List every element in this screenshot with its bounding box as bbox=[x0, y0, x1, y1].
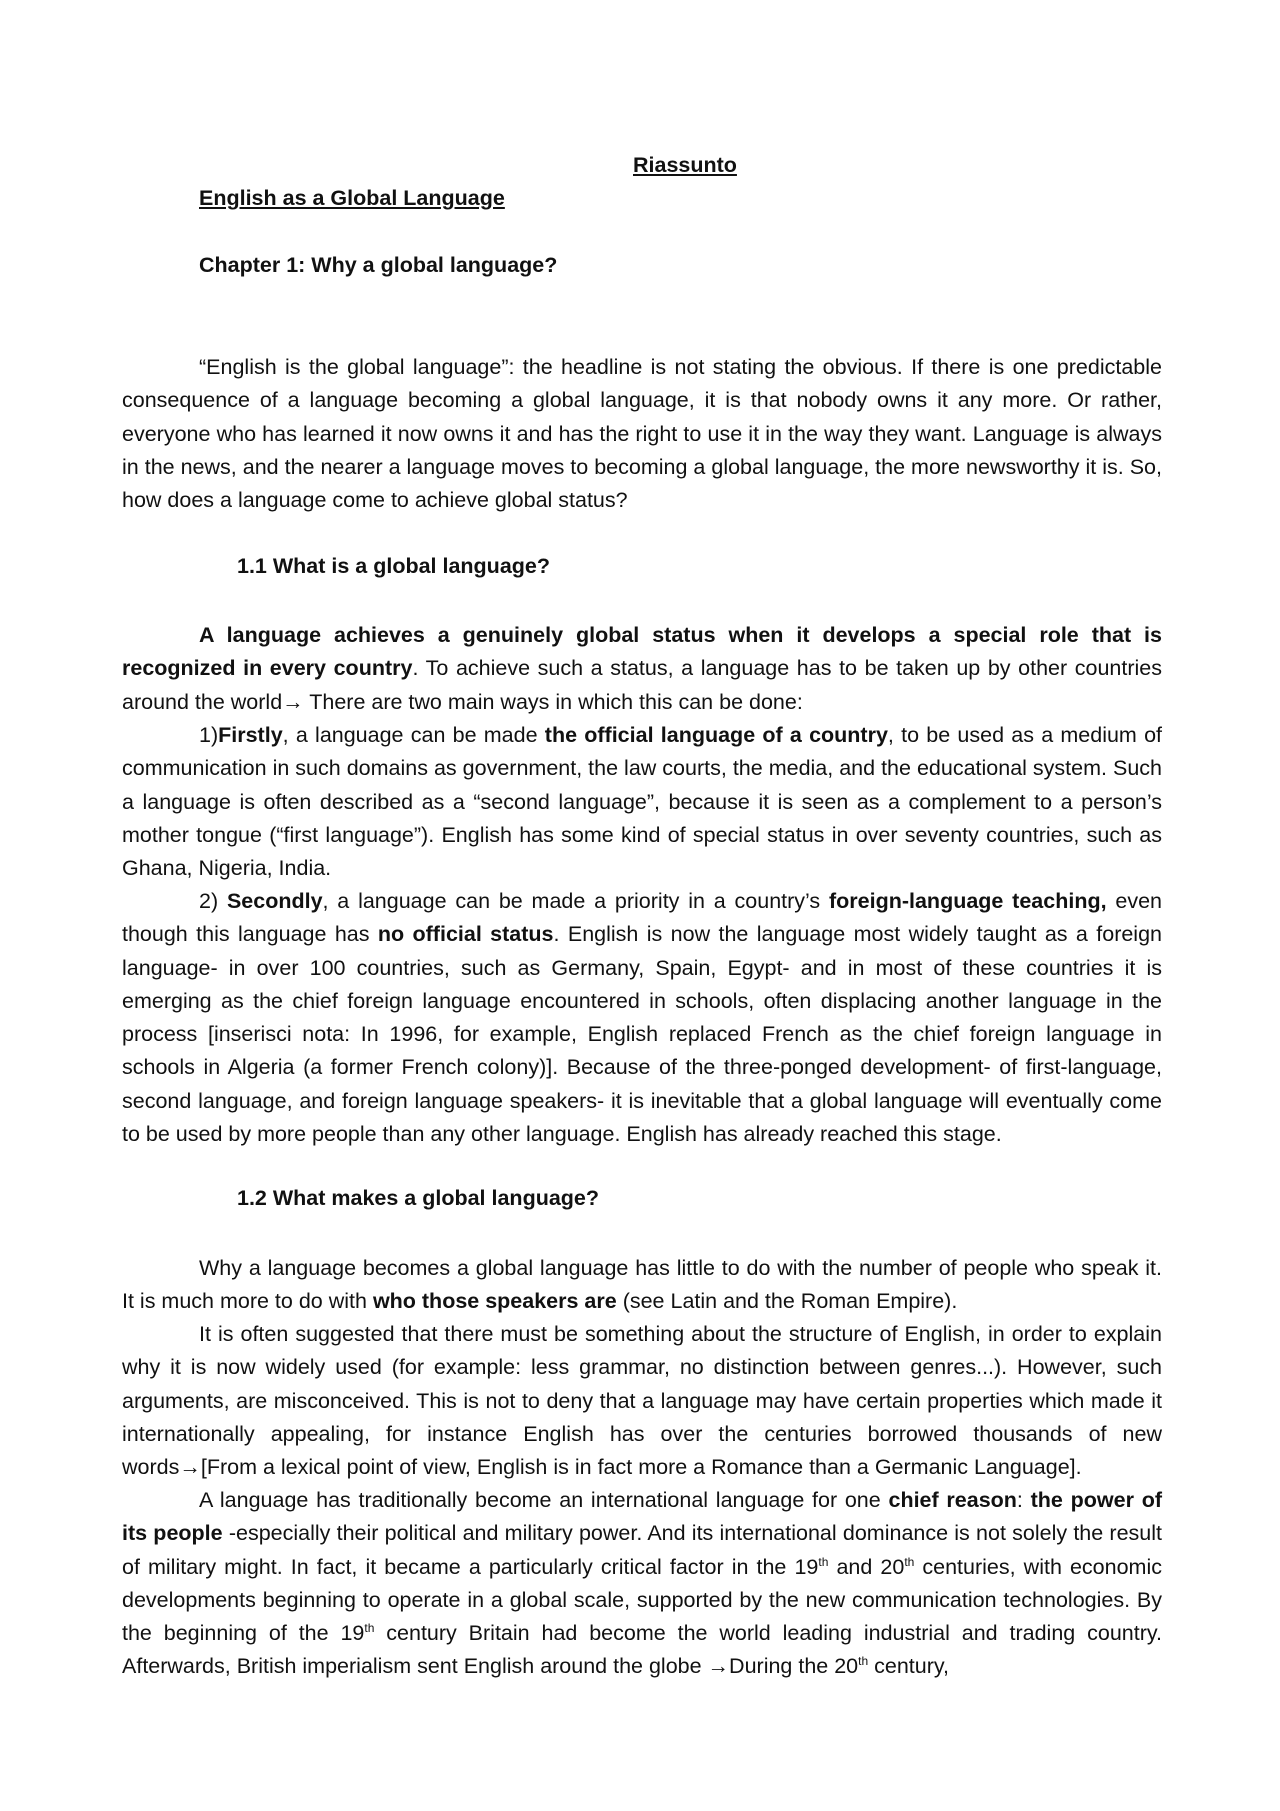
bold-text: who those speakers are bbox=[372, 1289, 617, 1314]
paragraph-text: Why a language becomes a global language has little to do with the number of people who speak it. It is much more to do with bbox=[122, 1256, 1162, 1314]
paragraph-power bbox=[122, 1484, 1162, 1684]
paragraph-text: even though this language has bbox=[122, 889, 1162, 947]
bold-text: chief reason bbox=[888, 1488, 1017, 1512]
paragraph-text: , a language can be made a priority in a country’s bbox=[322, 889, 829, 913]
paragraph-text: century Britain had become the world leading industrial and trading country. Afterwards, British imperialism sent English around the globe →During the 20 bbox=[122, 1621, 1162, 1679]
paragraph-text: 1) bbox=[199, 723, 219, 747]
paragraph-text: and 20 bbox=[828, 1554, 905, 1579]
paragraph-text: centuries, with economic developments beginning to operate in a global scale, supported by the new communication technologies. By the beginning of the 19 bbox=[122, 1554, 1162, 1646]
bold-text: Firstly bbox=[218, 723, 283, 747]
paragraph-global-status bbox=[122, 619, 1162, 719]
bold-text: A language achieves a genuinely global status when it develops a special role that is recognized in every country bbox=[122, 623, 1162, 681]
document-title: Riassunto bbox=[633, 153, 737, 177]
paragraph-speakers bbox=[122, 1252, 1162, 1319]
paragraph-structure bbox=[122, 1318, 1162, 1484]
paragraph-firstly bbox=[122, 719, 1162, 885]
paragraph-text: . English is now the language most widely taught as a foreign language- in over 100 countries, such as Germany, Spain, Egypt- and in most of these countries it is emerging as the chief foreign language encountered in schools, often displacing another language in the process [inserisci nota: In 1996, for example, English replaced French as the chief foreign language in schools in Algeria (a former French colony)]. Because of the three-ponged development- of first-language, second language, and foreign language speakers- it is inevitable that a global language will eventually come to be used by more people than any other language. English has already reached this stage. bbox=[122, 922, 1162, 1147]
document-subtitle: English as a Global Language bbox=[199, 186, 505, 210]
paragraph-text: 2) bbox=[199, 889, 227, 913]
bold-text: Secondly bbox=[226, 889, 323, 913]
section-heading-1-2: 1.2 What makes a global language? bbox=[237, 1186, 600, 1210]
paragraph-text: “English is the global language”: the headline is not stating the obvious. If there is one predictable consequence of a language becoming a global language, it is that nobody owns it any more. Or rather, everyone who has learned it now owns it and has the right to use it in the way they want. Language is always in the news, and the nearer a language moves to becoming a global language, the more newsworthy it is. So, how does a language come to achieve global status? bbox=[122, 355, 1162, 513]
superscript: th bbox=[364, 1621, 375, 1636]
paragraph-text: A language has traditionally become an international language for one bbox=[199, 1488, 889, 1512]
paragraph-secondly bbox=[122, 885, 1162, 1151]
bold-text: the power of its people bbox=[122, 1488, 1162, 1546]
superscript: th bbox=[904, 1554, 915, 1569]
bold-text: no official status bbox=[377, 922, 554, 947]
bold-text: foreign-language teaching, bbox=[828, 889, 1107, 913]
paragraph-text: -especially their political and military power. And its international dominance is not solely the result of military might. In fact, it became a particularly critical factor in the 19 bbox=[122, 1521, 1162, 1579]
paragraph-text: , a language can be made bbox=[282, 723, 545, 747]
section-heading-1-1: 1.1 What is a global language? bbox=[237, 554, 550, 578]
paragraph-intro bbox=[122, 351, 1162, 517]
paragraph-text: , to be used as a medium of communication in such domains as government, the law courts, the media, and the educational system. Such a language is often described as a “second language”, because it is seen as a complement to a person’s mother tongue (“first language”). English has some kind of special status in over seventy countries, such as Ghana, Nigeria, India. bbox=[122, 723, 1163, 881]
chapter-heading: Chapter 1: Why a global language? bbox=[199, 253, 558, 277]
paragraph-text: It is often suggested that there must be something about the structure of English, in order to explain why it is now widely used (for example: less grammar, no distinction between genres...). However, such arguments, are misconceived. This is not to deny that a language may have certain properties which made it internationally appealing, for instance English has over the centuries borrowed thousands of new words→[From a lexical point of view, English is in fact more a Romance than a Germanic Language]. bbox=[122, 1322, 1162, 1480]
superscript: th bbox=[858, 1654, 869, 1669]
paragraph-text: (see Latin and the Roman Empire). bbox=[616, 1289, 958, 1314]
paragraph-text: century, bbox=[868, 1654, 950, 1679]
paragraph-text: : bbox=[1016, 1488, 1031, 1512]
paragraph-text: . To achieve such a status, a language has to be taken up by other countries around the world→ There are two main ways in which this can be done: bbox=[122, 656, 1162, 714]
bold-text: the official language of a country bbox=[544, 723, 888, 747]
superscript: th bbox=[818, 1554, 829, 1569]
